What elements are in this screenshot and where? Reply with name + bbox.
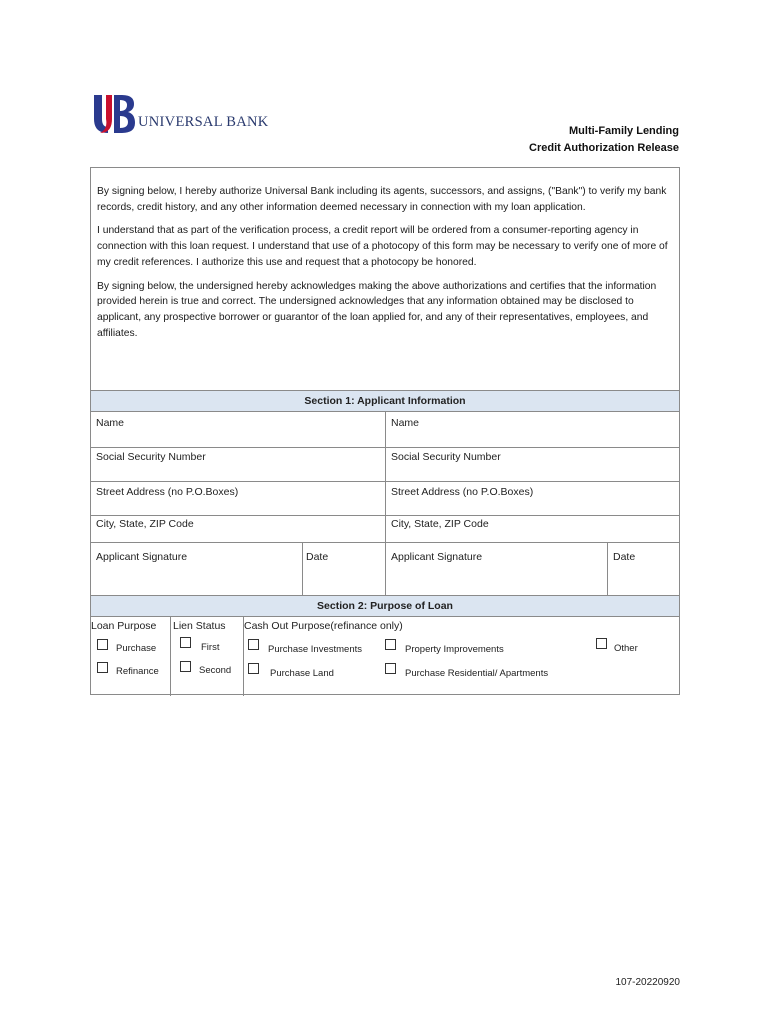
purchase-label: Purchase — [116, 643, 157, 654]
bank-logo — [92, 93, 269, 135]
logo-text: UNIVERSAL BANK — [138, 114, 269, 130]
applicant-1-signature-field[interactable]: Applicant Signature — [96, 551, 188, 563]
cash-out-purpose-label: Cash Out Purpose(refinance only) — [244, 620, 403, 632]
section-1-header: Section 1: Applicant Information — [91, 390, 679, 412]
applicant-1-name-field[interactable]: Name — [96, 417, 125, 429]
purchase-residential-label: Purchase Residential/ Apartments — [405, 668, 549, 679]
property-improvements-checkbox[interactable] — [385, 639, 396, 650]
first-lien-label: First — [201, 642, 220, 653]
property-improvements-label: Property Improvements — [405, 644, 504, 655]
title-line-2: Credit Authorization Release — [529, 142, 679, 154]
authorization-text — [97, 184, 675, 349]
applicant-2-signature-field[interactable]: Applicant Signature — [391, 551, 483, 563]
authorization-form — [90, 167, 680, 695]
loan-purpose-label: Loan Purpose — [91, 620, 157, 632]
purchase-land-label: Purchase Land — [270, 668, 334, 679]
intro-paragraph-2: I understand that as part of the verification process, a credit report will be ordered from a consumer-reporting agency in connection with this loan request. I understand that use of a photocopy of this form may be necessary to verify one of more of my credit references. I authorize this use and request that a photocopy be honored. — [97, 225, 668, 268]
purchase-investments-label: Purchase Investments — [268, 644, 362, 655]
section-2-header: Section 2: Purpose of Loan — [91, 595, 679, 617]
applicant-1-date-field[interactable]: Date — [306, 551, 329, 563]
applicant-2-ssn-field[interactable]: Social Security Number — [391, 451, 501, 463]
applicant-1-ssn-field[interactable]: Social Security Number — [96, 451, 206, 463]
first-lien-checkbox[interactable] — [180, 637, 191, 648]
applicant-2-name-field[interactable]: Name — [391, 417, 420, 429]
other-checkbox[interactable] — [596, 638, 607, 649]
refinance-checkbox[interactable] — [97, 662, 108, 673]
intro-paragraph-3: By signing below, the undersigned hereby acknowledges making the above authorizations and certifies that the information provided herein is true and correct. The undersigned acknowledges that any information obtained may be disclosed to applicant, any prospective borrower or guarantor of the loan applied for, and any of their representatives, employees, and affiliates. — [97, 280, 657, 339]
title-line-1: Multi-Family Lending — [569, 125, 679, 137]
purchase-checkbox[interactable] — [97, 639, 108, 650]
applicant-1-city-field[interactable]: City, State, ZIP Code — [96, 518, 194, 530]
purchase-land-checkbox[interactable] — [248, 663, 259, 674]
purchase-investments-checkbox[interactable] — [248, 639, 259, 650]
ub-logo-icon — [92, 93, 136, 135]
purchase-residential-checkbox[interactable] — [385, 663, 396, 674]
second-lien-label: Second — [199, 665, 232, 676]
lien-status-label: Lien Status — [173, 620, 226, 632]
other-label: Other — [614, 643, 638, 654]
document-title — [529, 123, 679, 157]
applicant-2-city-field[interactable]: City, State, ZIP Code — [391, 518, 489, 530]
refinance-label: Refinance — [116, 666, 159, 677]
intro-paragraph-1: By signing below, I hereby authorize Universal Bank including its agents, successors, and assigns, ("Bank") to verify my bank records, credit history, and any other information deemed necessary in connection with my loan application. — [97, 186, 667, 213]
form-code: 107-20220920 — [615, 977, 680, 988]
applicant-2-date-field[interactable]: Date — [613, 551, 636, 563]
second-lien-checkbox[interactable] — [180, 661, 191, 672]
applicant-1-street-field[interactable]: Street Address (no P.O.Boxes) — [96, 486, 239, 498]
applicant-2-street-field[interactable]: Street Address (no P.O.Boxes) — [391, 486, 534, 498]
